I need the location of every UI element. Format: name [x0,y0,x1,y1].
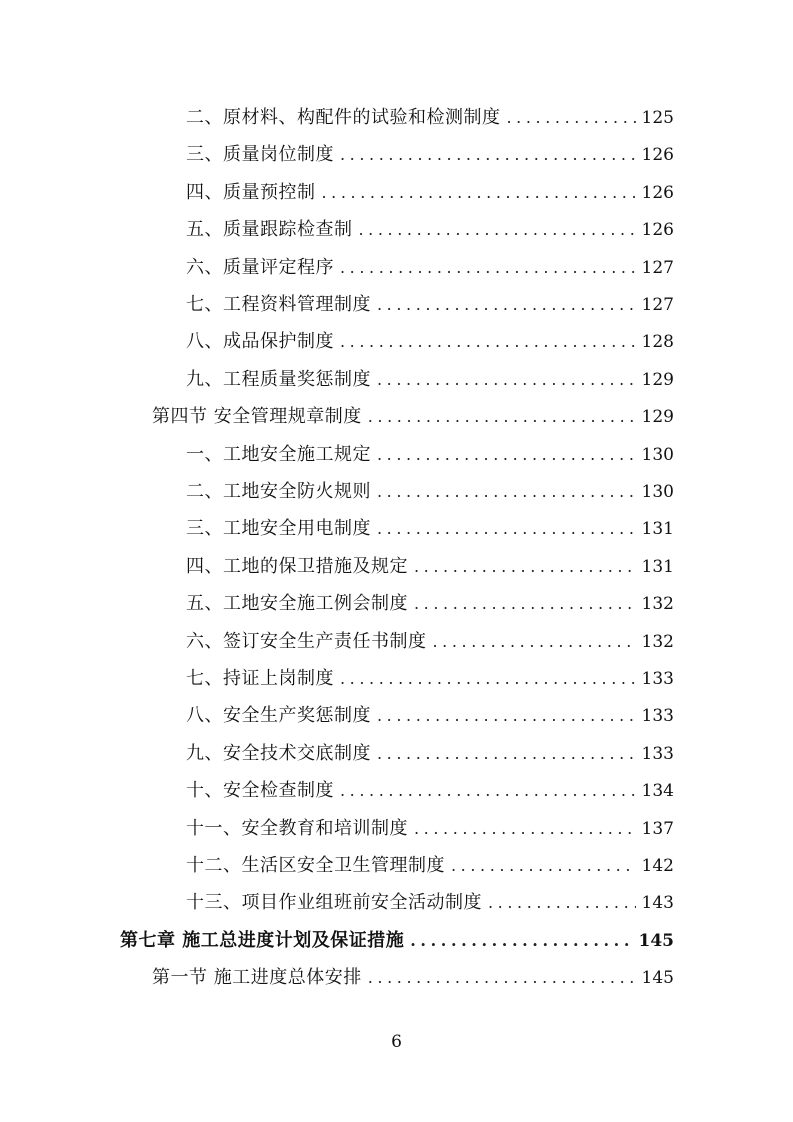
toc-entry[interactable] [186,623,674,660]
toc-dot-leader [368,398,636,435]
toc-dot-leader [322,174,636,211]
toc-entry-title: 第四节 安全管理规章制度 [152,406,362,428]
toc-entry-page: 143 [641,893,674,914]
toc-dot-leader [340,660,636,697]
toc-entry-page: 132 [641,631,674,652]
toc-entry[interactable] [186,99,674,136]
toc-entry[interactable] [152,959,674,996]
toc-dot-leader [414,585,636,622]
toc-dot-leader [451,847,636,884]
toc-entry-title: 三、质量岗位制度 [186,144,334,166]
toc-entry[interactable] [186,361,674,398]
toc-dot-leader [377,510,636,547]
toc-entry-page: 127 [641,257,674,278]
toc-dot-leader [340,323,636,360]
toc-entry-page: 142 [641,856,674,876]
toc-entry-page: 130 [641,482,674,502]
toc-dot-leader [359,211,636,248]
toc-dot-leader [377,436,636,473]
toc-entry-page: 129 [641,369,674,390]
toc-entry[interactable] [186,510,674,547]
toc-entry-page: 126 [641,145,674,166]
toc-dot-leader [410,922,632,959]
toc-entry-title: 二、原材料、构配件的试验和检测制度 [186,107,501,128]
toc-entry-page: 133 [641,743,674,764]
toc-dot-leader [414,548,636,585]
toc-entry-page: 133 [641,706,674,727]
toc-entry[interactable] [186,735,674,772]
toc-entry[interactable] [186,884,674,921]
toc-dot-leader [488,884,636,921]
toc-entry-title: 十二、生活区安全卫生管理制度 [186,855,445,876]
toc-entry-page: 145 [638,930,674,951]
toc-entry-title: 十一、安全教育和培训制度 [186,817,408,839]
toc-dot-leader [433,623,636,660]
toc-entry-page: 133 [641,669,674,689]
toc-entry-title: 二、工地安全防火规则 [186,481,371,502]
toc-entry-page: 126 [641,182,674,203]
toc-entry-page: 131 [641,519,674,540]
toc-entry-title: 五、工地安全施工例会制度 [186,593,408,615]
toc-entry-title: 一、工地安全施工规定 [186,443,371,465]
toc-entry[interactable] [120,922,674,959]
toc-entry-title: 四、工地的保卫措施及规定 [186,555,408,577]
toc-entry[interactable] [186,249,674,286]
toc-dot-leader [340,772,636,809]
toc-entry[interactable] [186,697,674,734]
toc-entry-page: 128 [641,332,674,353]
toc-dot-leader [377,735,636,772]
toc-entry[interactable] [186,211,674,248]
toc-entry-title: 七、工程资料管理制度 [186,294,371,315]
toc-entry-title: 十三、项目作业组班前安全活动制度 [186,892,482,914]
toc-entry[interactable] [186,323,674,360]
toc-dot-leader [377,361,636,398]
toc-entry-title: 四、质量预控制 [186,181,316,203]
toc-entry-page: 125 [641,108,674,128]
toc-entry[interactable] [152,398,674,435]
page-number: 6 [391,1032,402,1052]
toc-dot-leader [377,286,636,323]
toc-entry[interactable] [186,847,674,884]
toc-entry-title: 六、签订安全生产责任书制度 [186,630,427,652]
toc-entry[interactable] [186,286,674,323]
toc-dot-leader [414,810,636,847]
toc-dot-leader [368,959,636,996]
toc-entry-title: 第七章 施工总进度计划及保证措施 [120,929,405,951]
toc-entry-page: 127 [641,295,674,315]
toc-entry[interactable] [186,436,674,473]
toc-entry-title: 六、质量评定程序 [186,256,334,278]
toc-entry[interactable] [186,660,674,697]
toc-entry-title: 三、工地安全用电制度 [186,518,371,540]
toc-entry-title: 七、持证上岗制度 [186,668,334,689]
toc-entry-page: 131 [641,556,674,577]
toc-entry-page: 129 [641,407,674,428]
toc-dot-leader [377,697,636,734]
toc-entry-page: 126 [641,220,674,241]
toc-entry-title: 九、安全技术交底制度 [186,742,371,764]
toc-entry-page: 145 [641,968,674,989]
toc-dot-leader [507,99,636,136]
toc-entry-title: 十、安全检查制度 [186,780,334,802]
toc-entry-title: 五、质量跟踪检查制 [186,219,353,241]
toc-entry-page: 130 [641,444,674,465]
toc-dot-leader [340,136,636,173]
toc-entry-page: 137 [641,818,674,839]
toc-entry-title: 九、工程质量奖惩制度 [186,368,371,390]
toc-entry[interactable] [186,174,674,211]
toc-dot-leader [340,249,636,286]
toc-entry-title: 八、成品保护制度 [186,331,334,353]
toc-entry[interactable] [186,810,674,847]
toc-entry-title: 八、安全生产奖惩制度 [186,705,371,727]
toc-entry-page: 134 [641,781,674,802]
toc-entry[interactable] [186,772,674,809]
toc-entry[interactable] [186,473,674,510]
toc-entry[interactable] [186,548,674,585]
toc-entry[interactable] [186,136,674,173]
toc-entry-title: 第一节 施工进度总体安排 [152,967,362,989]
toc-entry[interactable] [186,585,674,622]
toc-entry-page: 132 [641,594,674,615]
toc-dot-leader [377,473,636,510]
